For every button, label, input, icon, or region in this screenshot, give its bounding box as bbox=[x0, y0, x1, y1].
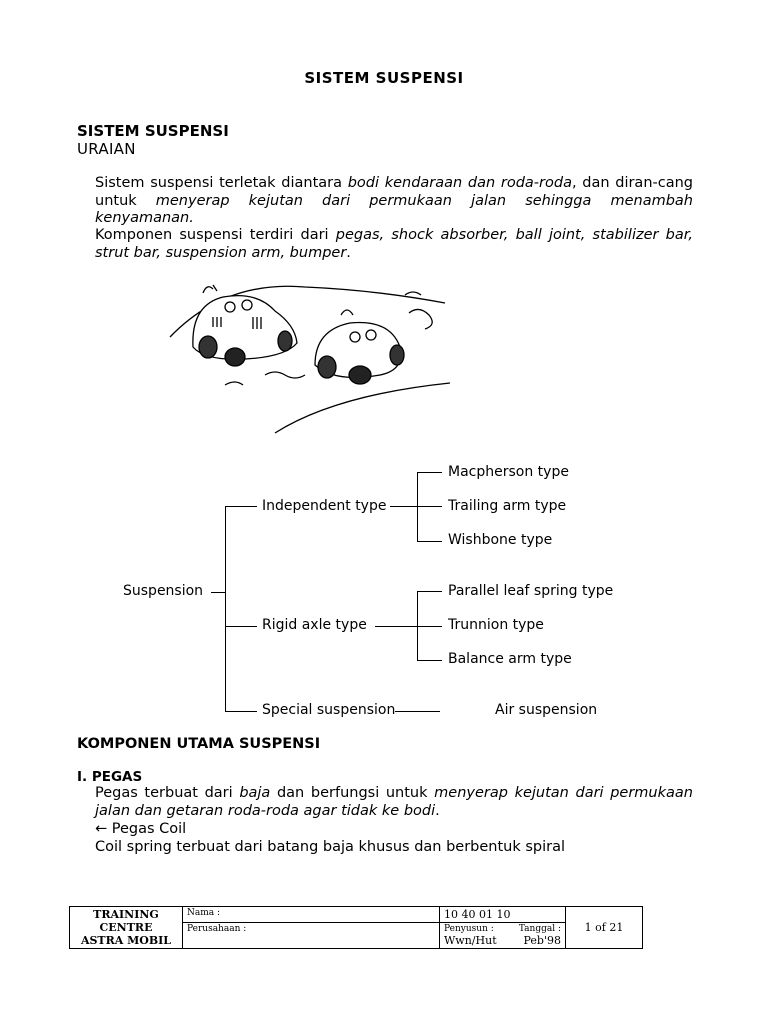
tree-node-trailing-arm: Trailing arm type bbox=[448, 498, 567, 514]
footer-table bbox=[69, 906, 643, 949]
footer-perusahaan-label: Perusahaan : bbox=[183, 923, 440, 949]
section-components-heading: KOMPONEN UTAMA SUSPENSI bbox=[77, 736, 321, 752]
tree-node-air-suspension: Air suspension bbox=[495, 702, 598, 718]
footer-page-number: 1 of 21 bbox=[566, 907, 643, 949]
footer-author-date: Penyusun : Tanggal : Wwn/Hut Peb'98 bbox=[440, 923, 566, 949]
tree-node-macpherson: Macpherson type bbox=[448, 464, 569, 480]
tree-node-balance-arm: Balance arm type bbox=[448, 651, 572, 667]
footer-organization: TRAINING CENTRE ASTRA MOBIL bbox=[70, 907, 183, 949]
suspension-cartoon-illustration bbox=[165, 275, 455, 435]
coil-spring-description: Coil spring terbuat dari batang baja khusus dan berbentuk spiral bbox=[95, 839, 566, 855]
pegas-heading: I. PEGAS bbox=[77, 769, 143, 785]
tree-node-trunnion: Trunnion type bbox=[448, 617, 544, 633]
tree-node-rigid-axle: Rigid axle type bbox=[262, 617, 367, 633]
intro-paragraph-1: Sistem suspensi terletak diantara bodi kendaraan dan roda-roda, dan diran-cang untuk menyerap kejutan dari permukaan jalan sehingga menambah kenyamanan. bbox=[95, 175, 693, 226]
section-heading: SISTEM SUSPENSI bbox=[77, 122, 229, 140]
tree-node-special: Special suspension bbox=[262, 702, 396, 718]
intro-paragraph-2: Komponen suspensi terdiri dari pegas, shock absorber, ball joint, stabilizer bar, strut bar, suspension arm, bumper. bbox=[95, 227, 693, 261]
tree-node-parallel-leaf: Parallel leaf spring type bbox=[448, 583, 614, 599]
tree-node-wishbone: Wishbone type bbox=[448, 532, 553, 548]
footer-code: 10 40 01 10 bbox=[440, 907, 566, 923]
tree-node-suspension: Suspension bbox=[123, 583, 204, 599]
pegas-coil-label: ← Pegas Coil bbox=[95, 821, 187, 837]
tree-node-independent: Independent type bbox=[262, 498, 387, 514]
footer-nama-label: Nama : bbox=[183, 907, 440, 923]
pegas-paragraph: Pegas terbuat dari baja dan berfungsi untuk menyerap kejutan dari permukaan jalan dan getaran roda-roda agar tidak ke bodi. bbox=[95, 785, 693, 819]
page-title: SISTEM SUSPENSI bbox=[304, 69, 464, 87]
section-subheading: URAIAN bbox=[77, 140, 136, 158]
